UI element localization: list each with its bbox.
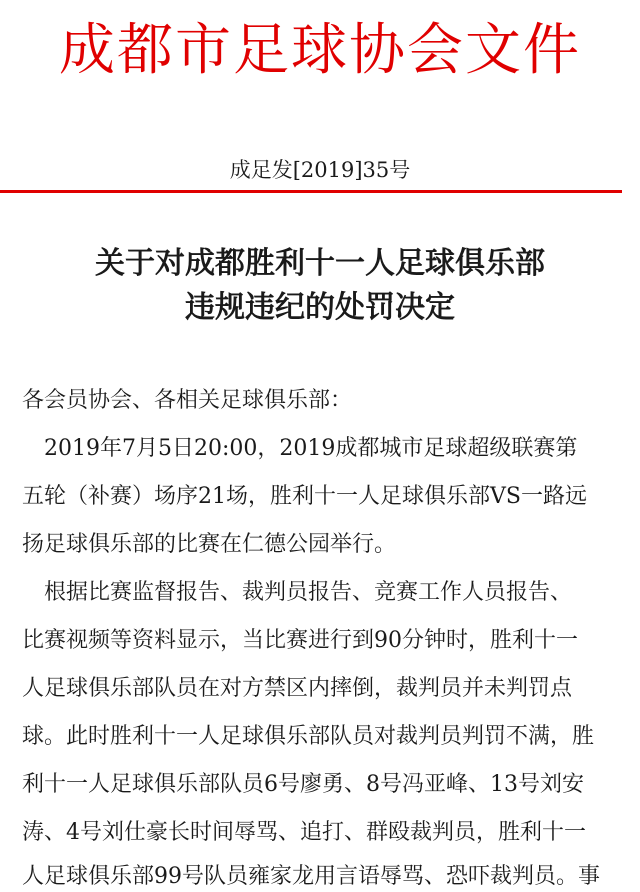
paragraph-2-line: 涛、4号刘仕豪长时间辱骂、追打、群殴裁判员，胜利十一 <box>22 820 586 845</box>
document-title-line-1: 关于对成都胜利十一人足球俱乐部 <box>95 246 545 281</box>
salutation: 各会员协会、各相关足球俱乐部： <box>22 388 353 413</box>
paragraph-1-line: 2019年7月5日20:00，2019成都城市足球超级联赛第 <box>22 436 578 461</box>
paragraph-1-line: 扬足球俱乐部的比赛在仁德公园举行。 <box>22 532 397 557</box>
paragraph-2-line: 根据比赛监督报告、裁判员报告、竞赛工作人员报告、 <box>22 580 573 605</box>
document-title-line-2: 违规违纪的处罚决定 <box>185 290 455 325</box>
red-divider-line <box>0 190 622 193</box>
document-header-title: 成都市足球协会文件 <box>59 18 581 83</box>
paragraph-2-line: 利十一人足球俱乐部队员6号廖勇、8号冯亚峰、13号刘安 <box>22 772 584 797</box>
document-number: 成足发[2019]35号 <box>229 158 411 182</box>
paragraph-2-line: 人足球俱乐部99号队员雍家龙用言语辱骂、恐吓裁判员。事 <box>22 864 600 889</box>
paragraph-2-line: 球。此时胜利十一人足球俱乐部队员对裁判员判罚不满，胜 <box>22 724 595 749</box>
paragraph-2-line: 比赛视频等资料显示，当比赛进行到90分钟时，胜利十一 <box>22 628 578 653</box>
paragraph-2-line: 人足球俱乐部队员在对方禁区内摔倒，裁判员并未判罚点 <box>22 676 573 701</box>
paragraph-1-line: 五轮（补赛）场序21场，胜利十一人足球俱乐部VS一路远 <box>22 484 587 509</box>
